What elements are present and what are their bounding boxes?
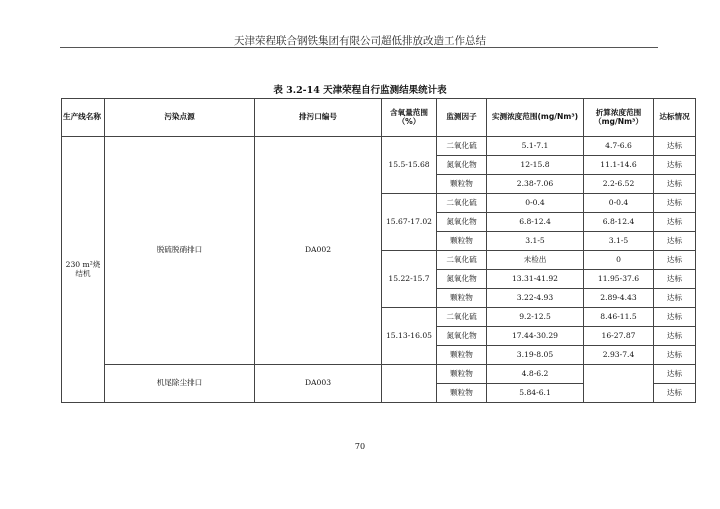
- table-header-row: [62, 99, 696, 137]
- converted-cell: 4.7-6.6: [584, 137, 654, 156]
- converted-cell: 8.46-11.5: [584, 308, 654, 327]
- oxygen-cell: 15.5-15.68: [382, 137, 437, 194]
- status-cell: 达标: [654, 156, 696, 175]
- measured-cell: 0-0.4: [487, 194, 584, 213]
- converted-cell: 2.89-4.43: [584, 289, 654, 308]
- factor-cell: 颗粒物: [437, 232, 487, 251]
- factor-cell: 二氧化硫: [437, 137, 487, 156]
- status-cell: 达标: [654, 137, 696, 156]
- col-header-converted: 折算浓度范围（mg/Nm³）: [584, 99, 654, 137]
- oxygen-cell: 15.67-17.02: [382, 194, 437, 251]
- col-header-source: 污染点源: [105, 99, 255, 137]
- factor-cell: 氮氧化物: [437, 270, 487, 289]
- factor-cell: 颗粒物: [437, 289, 487, 308]
- table-row: [62, 365, 696, 384]
- measured-cell: 3.19-8.05: [487, 346, 584, 365]
- status-cell: 达标: [654, 175, 696, 194]
- col-header-status: 达标情况: [654, 99, 696, 137]
- factor-cell: 氮氧化物: [437, 327, 487, 346]
- oxygen-cell: 15.13-16.05: [382, 308, 437, 365]
- col-header-measured: 实测浓度范围(mg/Nm³): [487, 99, 584, 137]
- outlet-cell: DA002: [255, 137, 382, 365]
- factor-cell: 颗粒物: [437, 384, 487, 403]
- line-name-cell: 230 m²烧结机: [62, 137, 105, 403]
- measured-cell: 3.1-5: [487, 232, 584, 251]
- source-cell: 脱硫脱硝排口: [105, 137, 255, 365]
- measured-cell: 5.84-6.1: [487, 384, 584, 403]
- col-header-line-name: 生产线名称: [62, 99, 105, 137]
- measured-cell: 12-15.8: [487, 156, 584, 175]
- measured-cell: 未检出: [487, 251, 584, 270]
- table-caption: 表 3.2-14 天津荣程自行监测结果统计表: [273, 85, 447, 96]
- factor-cell: 二氧化硫: [437, 194, 487, 213]
- converted-cell: [584, 365, 654, 403]
- measured-cell: 3.22-4.93: [487, 289, 584, 308]
- status-cell: 达标: [654, 365, 696, 384]
- monitoring-results-table: [61, 98, 696, 403]
- factor-cell: 氮氧化物: [437, 213, 487, 232]
- col-header-oxygen: 含氧量范围（%）: [382, 99, 437, 137]
- status-cell: 达标: [654, 384, 696, 403]
- converted-cell: 2.2-6.52: [584, 175, 654, 194]
- factor-cell: 颗粒物: [437, 175, 487, 194]
- status-cell: 达标: [654, 346, 696, 365]
- source-cell: 机尾除尘排口: [105, 365, 255, 403]
- measured-cell: 4.8-6.2: [487, 365, 584, 384]
- converted-cell: 16-27.87: [584, 327, 654, 346]
- oxygen-cell: [382, 365, 437, 403]
- status-cell: 达标: [654, 232, 696, 251]
- measured-cell: 17.44-30.29: [487, 327, 584, 346]
- table-row: [62, 137, 696, 156]
- measured-cell: 13.31-41.92: [487, 270, 584, 289]
- outlet-cell: DA003: [255, 365, 382, 403]
- converted-cell: 11.1-14.6: [584, 156, 654, 175]
- converted-cell: 2.93-7.4: [584, 346, 654, 365]
- status-cell: 达标: [654, 194, 696, 213]
- status-cell: 达标: [654, 251, 696, 270]
- converted-cell: 0: [584, 251, 654, 270]
- converted-cell: 11.95-37.6: [584, 270, 654, 289]
- measured-cell: 6.8-12.4: [487, 213, 584, 232]
- page-number: 70: [354, 442, 366, 451]
- status-cell: 达标: [654, 327, 696, 346]
- factor-cell: 二氧化硫: [437, 308, 487, 327]
- page-header: 天津荣程联合钢铁集团有限公司超低排放改造工作总结: [234, 35, 486, 47]
- converted-cell: 0-0.4: [584, 194, 654, 213]
- header-divider: [60, 47, 658, 48]
- measured-cell: 5.1-7.1: [487, 137, 584, 156]
- factor-cell: 颗粒物: [437, 346, 487, 365]
- factor-cell: 二氧化硫: [437, 251, 487, 270]
- status-cell: 达标: [654, 213, 696, 232]
- oxygen-cell: 15.22-15.7: [382, 251, 437, 308]
- factor-cell: 颗粒物: [437, 365, 487, 384]
- converted-cell: 6.8-12.4: [584, 213, 654, 232]
- factor-cell: 氮氧化物: [437, 156, 487, 175]
- status-cell: 达标: [654, 270, 696, 289]
- measured-cell: 2.38-7.06: [487, 175, 584, 194]
- col-header-factor: 监测因子: [437, 99, 487, 137]
- converted-cell: 3.1-5: [584, 232, 654, 251]
- col-header-outlet: 排污口编号: [255, 99, 382, 137]
- measured-cell: 9.2-12.5: [487, 308, 584, 327]
- status-cell: 达标: [654, 289, 696, 308]
- status-cell: 达标: [654, 308, 696, 327]
